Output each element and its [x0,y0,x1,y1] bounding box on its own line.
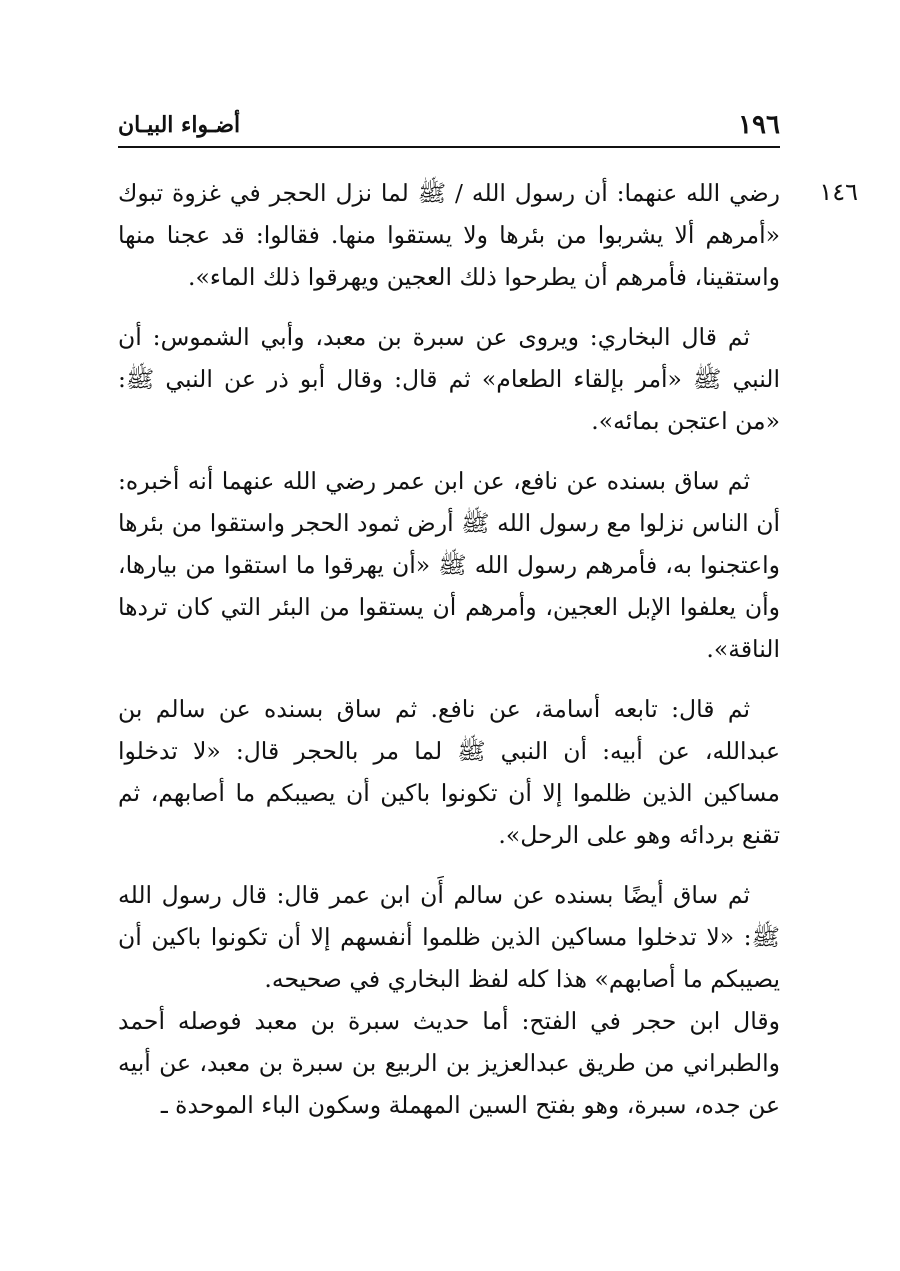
paragraph-5: ثم ساق أيضًا بسنده عن سالم أَن ابن عمر قال: قال رسول الله ﷺ: «لا تدخلوا مساكين الذين ظلموا أنفسهم إلا أن تكونوا باكين أن يصيبكم ما أصابهم» هذا كله لفظ البخاري في صحيحه. [118,881,780,993]
book-title: أضـواء البيـان [118,112,241,138]
paragraph-4: ثم قال: تابعه أسامة، عن نافع. ثم ساق بسنده عن سالم بن عبدالله، عن أبيه: أن النبي ﷺ لما مر بالحجر قال: «لا تدخلوا مساكين الذين ظلموا إلا أن تكونوا باكين أن يصيبكم ما أصابهم، ثم تقنع بردائه وهو على الرحل». [118,695,780,849]
paragraph-3: ثم ساق بسنده عن نافع، عن ابن عمر رضي الله عنهما أنه أخبره: أن الناس نزلوا مع رسول الله ﷺ أرض ثمود الحجر واستقوا من بئرها واعتجنوا به، فأمرهم رسول الله ﷺ «أن يهرقوا ما استقوا من بيارها، وأن يعلفوا الإبل العجين، وأمرهم أن يستقوا من البئر التي كان تردها الناقة». [118,467,780,663]
page-number: ١٩٦ [738,110,780,140]
margin-page-reference: ١٤٦ [819,178,858,206]
body-text [118,172,780,1126]
paragraph-6: وقال ابن حجر في الفتح: أما حديث سبرة بن معبد فوصله أحمد والطبراني من طريق عبدالعزيز بن الربيع بن سبرة بن معبد، عن أبيه عن جده، سبرة، وهو بفتح السين المهملة وسكون الباء الموحدة ـ [118,1007,780,1119]
page-header [118,108,780,148]
paragraph-1: رضي الله عنهما: أن رسول الله / ﷺ لما نزل الحجر في غزوة تبوك «أمرهم ألا يشربوا من بئرها ولا يستقوا منها. فقالوا: قد عجنا منها واستقينا، فأمرهم أن يطرحوا ذلك العجين ويهرقوا ذلك الماء». [118,179,780,291]
paragraph-2: ثم قال البخاري: ويروى عن سبرة بن معبد، وأبي الشموس: أن النبي ﷺ «أمر بإلقاء الطعام» ثم قال: وقال أبو ذر عن النبي ﷺ: «من اعتجن بمائه». [118,323,780,435]
